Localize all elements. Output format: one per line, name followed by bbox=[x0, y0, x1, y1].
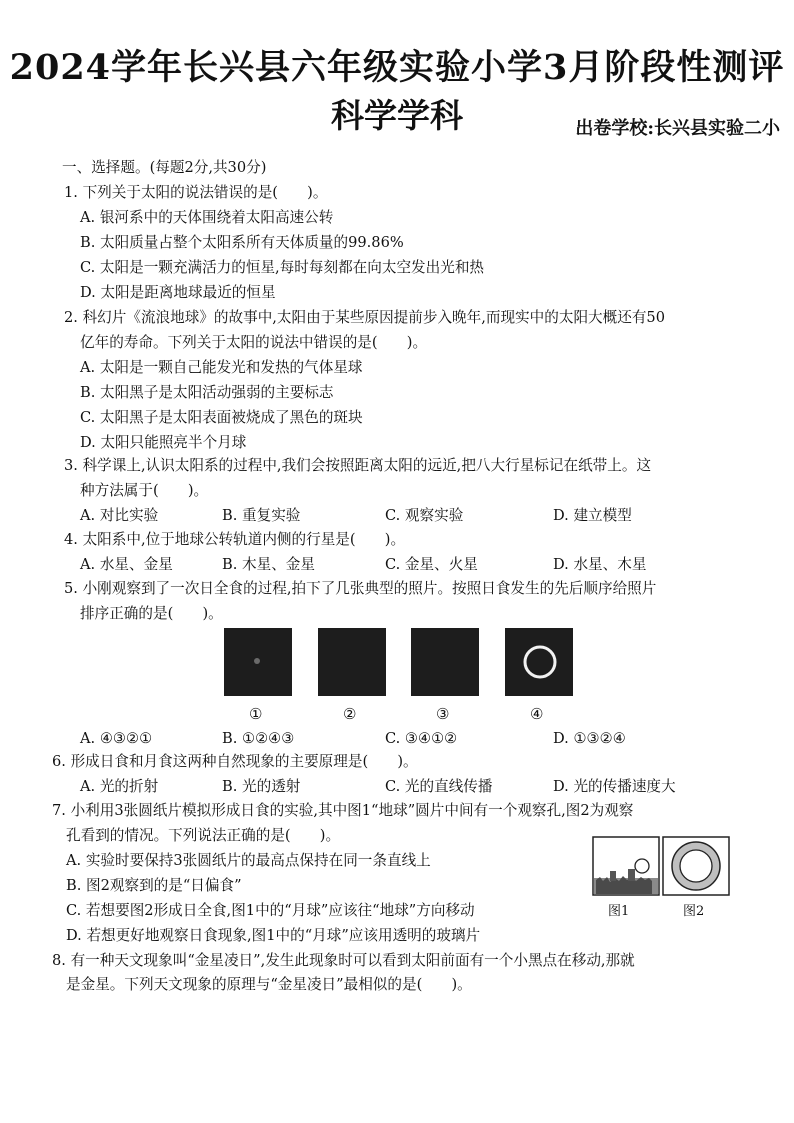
q6-option-d: D. 光的传播速度大 bbox=[553, 778, 676, 795]
stand-right bbox=[628, 869, 635, 881]
q2-option-c: C. 太阳黑子是太阳表面被烧成了黑色的斑块 bbox=[80, 409, 363, 426]
figure-1-caption: 图1 bbox=[608, 904, 630, 919]
q4-option-a: A. 水星、金星 bbox=[80, 556, 173, 573]
q8-stem-line1: 8. 有一种天文现象叫“金星凌日”,发生此现象时可以看到太阳前面有一个小黑点在移动,那就 bbox=[52, 952, 635, 969]
q7-stem-line1: 7. 小利用3张圆纸片模拟形成日食的实验,其中图1“地球”圆片中间有一个观察孔,图2为观察 bbox=[52, 802, 634, 819]
q6-stem: 6. 形成日食和月食这两种自然现象的主要原理是( )。 bbox=[52, 753, 418, 770]
q5-option-d: D. ①③②④ bbox=[553, 730, 626, 747]
q5-stem-line2: 排序正确的是( )。 bbox=[80, 605, 223, 622]
q7-option-b: B. 图2观察到的是“日偏食” bbox=[66, 877, 242, 894]
q3-option-d: D. 建立模型 bbox=[553, 507, 632, 524]
school-label: 出卷学校:长兴县实验二小 bbox=[575, 118, 780, 139]
q1-option-d: D. 太阳是距离地球最近的恒星 bbox=[80, 284, 276, 301]
q3-stem-line1: 3. 科学课上,认识太阳系的过程中,我们会按照距离太阳的远近,把八大行星标记在纸带上。这 bbox=[64, 457, 652, 474]
q8-stem-line2: 是金星。下列天文现象的原理与“金星凌日”最相似的是( )。 bbox=[66, 976, 472, 993]
q2-stem-line1: 2. 科幻片《流浪地球》的故事中,太阳由于某些原因提前步入晚年,而现实中的太阳大概还有50 bbox=[64, 309, 665, 326]
moon-overlay bbox=[680, 850, 712, 882]
eclipse-photo-4 bbox=[505, 628, 573, 696]
q1-option-b: B. 太阳质量占整个太阳系所有天体质量的99.86% bbox=[80, 234, 404, 251]
eclipse-model-illustration bbox=[592, 836, 742, 898]
q2-option-d: D. 太阳只能照亮半个月球 bbox=[80, 434, 247, 451]
q3-option-a: A. 对比实验 bbox=[80, 507, 159, 524]
q5-option-a: A. ④③②① bbox=[80, 730, 153, 747]
q4-option-c: C. 金星、火星 bbox=[385, 556, 478, 573]
subject-title: 科学学科 bbox=[331, 96, 463, 135]
q7-option-a: A. 实验时要保持3张圆纸片的最高点保持在同一条直线上 bbox=[66, 852, 431, 869]
q5-option-b: B. ①②④③ bbox=[222, 730, 295, 747]
q4-stem: 4. 太阳系中,位于地球公转轨道内侧的行星是( )。 bbox=[64, 531, 406, 548]
q3-stem-line2: 种方法属于( )。 bbox=[80, 482, 209, 499]
q7-option-c: C. 若想要图2形成日全食,图1中的“月球”应该往“地球”方向移动 bbox=[66, 902, 475, 919]
q2-stem-line2: 亿年的寿命。下列关于太阳的说法中错误的是( )。 bbox=[80, 334, 428, 351]
photo-label-1: ① bbox=[249, 705, 263, 723]
q4-option-d: D. 水星、木星 bbox=[553, 556, 647, 573]
q5-stem-line1: 5. 小刚观察到了一次日全食的过程,拍下了几张典型的照片。按照日食发生的先后顺序给照片 bbox=[64, 580, 657, 597]
q7-option-d: D. 若想更好地观察日食现象,图1中的“月球”应该用透明的玻璃片 bbox=[66, 927, 481, 944]
figure-2-caption: 图2 bbox=[683, 904, 705, 919]
q6-option-b: B. 光的透射 bbox=[222, 778, 301, 795]
q1-stem: 1. 下列关于太阳的说法错误的是( )。 bbox=[64, 184, 328, 201]
q6-option-c: C. 光的直线传播 bbox=[385, 778, 493, 795]
q3-option-c: C. 观察实验 bbox=[385, 507, 464, 524]
photo-label-4: ④ bbox=[530, 705, 544, 723]
q1-option-c: C. 太阳是一颗充满活力的恒星,每时每刻都在向太空发出光和热 bbox=[80, 259, 485, 276]
q2-option-a: A. 太阳是一颗自己能发光和发热的气体星球 bbox=[80, 359, 363, 376]
stand-left bbox=[610, 871, 616, 881]
exam-title: 2024学年长兴县六年级实验小学3月阶段性测评 bbox=[9, 47, 785, 88]
eclipse-photo-3 bbox=[411, 628, 479, 696]
q2-option-b: B. 太阳黑子是太阳活动强弱的主要标志 bbox=[80, 384, 334, 401]
q1-option-a: A. 银河系中的天体围绕着太阳高速公转 bbox=[80, 209, 334, 226]
q3-option-b: B. 重复实验 bbox=[222, 507, 301, 524]
photo-label-3: ③ bbox=[436, 705, 450, 723]
q4-option-b: B. 木星、金星 bbox=[222, 556, 315, 573]
q7-stem-line2: 孔看到的情况。下列说法正确的是( )。 bbox=[66, 827, 341, 844]
photo-label-2: ② bbox=[343, 705, 357, 723]
section-heading: 一、选择题。(每题2分,共30分) bbox=[62, 159, 267, 176]
eclipse-photo-2 bbox=[318, 628, 386, 696]
eclipse-photo-1 bbox=[224, 628, 292, 696]
q6-option-a: A. 光的折射 bbox=[80, 778, 159, 795]
q7-figures bbox=[592, 836, 742, 902]
q5-option-c: C. ③④①② bbox=[385, 730, 458, 747]
moon-disc bbox=[635, 859, 649, 873]
